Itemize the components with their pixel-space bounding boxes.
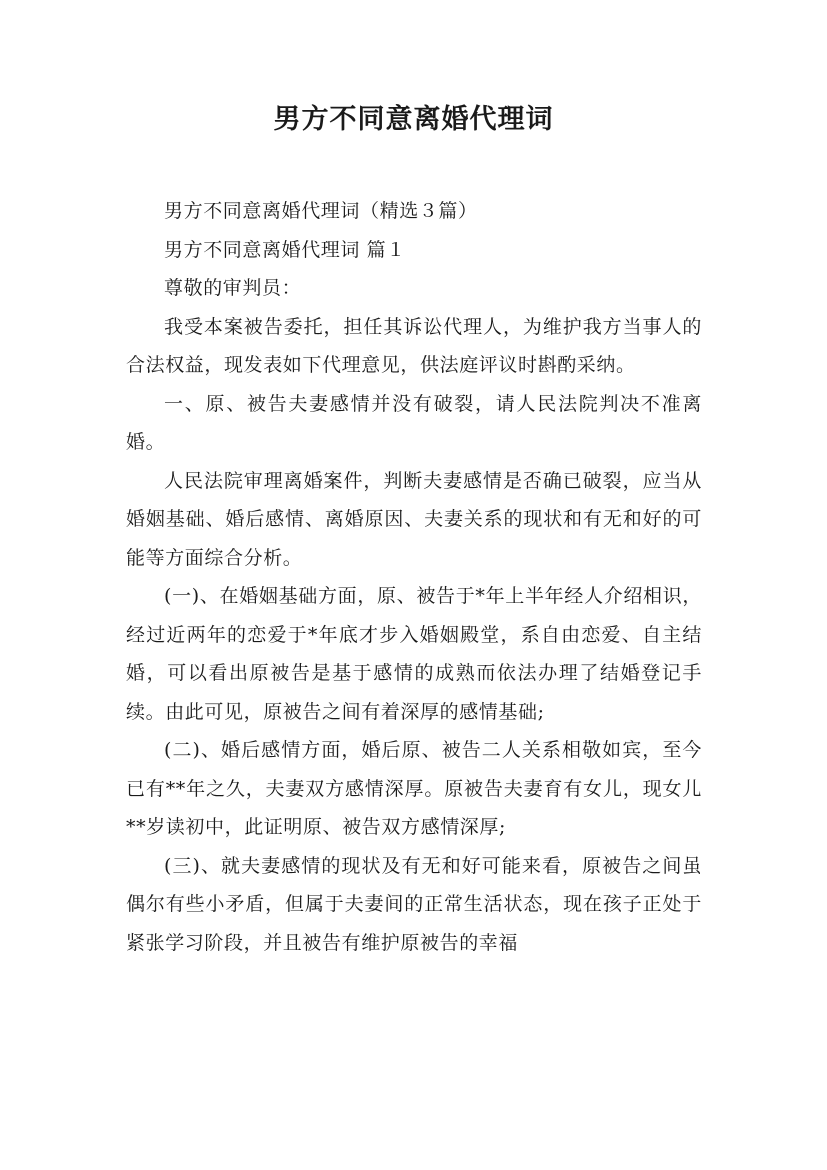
- point-post-marriage-feelings: (二)、婚后感情方面，婚后原、被告二人关系相敬如宾，至今已有**年之久，夫妻双方感情深厚。原被告夫妻育有女儿，现女儿**岁读初中，此证明原、被告双方感情深厚;: [126, 739, 702, 838]
- document-body: [126, 192, 702, 962]
- section-heading-one: 一、原、被告夫妻感情并没有破裂，请人民法院判决不准离婚。: [126, 392, 702, 453]
- document-title: 男方不同意离婚代理词: [273, 104, 554, 135]
- salutation: 尊敬的审判员：: [164, 277, 302, 299]
- intro-paragraph: 我受本案被告委托，担任其诉讼代理人，为维护我方当事人的合法权益，现发表如下代理意见，供法庭评议时斟酌采纳。: [126, 315, 702, 376]
- analysis-paragraph: 人民法院审理离婚案件，判断夫妻感情是否确已破裂，应当从婚姻基础、婚后感情、离婚原因、夫妻关系的现状和有无和好的可能等方面综合分析。: [126, 469, 702, 569]
- subtitle-selected-articles: 男方不同意离婚代理词（精选３篇）: [164, 200, 478, 222]
- point-current-status: (三)、就夫妻感情的现状及有无和好可能来看，原被告之间虽偶尔有些小矛盾，但属于夫妻间的正常生活状态，现在孩子正处于紧张学习阶段，并且被告有维护原被告的幸福: [126, 854, 702, 954]
- point-marriage-basis: (一)、在婚姻基础方面，原、被告于*年上半年经人介绍相识，经过近两年的恋爱于*年底才步入婚姻殿堂，系自由恋爱、自主结婚，可以看出原被告是基于感情的成熟而依法办理了结婚登记手续。由此可见，原被告之间有着深厚的感情基础;: [126, 585, 702, 723]
- article-heading: 男方不同意离婚代理词 篇１: [164, 238, 406, 261]
